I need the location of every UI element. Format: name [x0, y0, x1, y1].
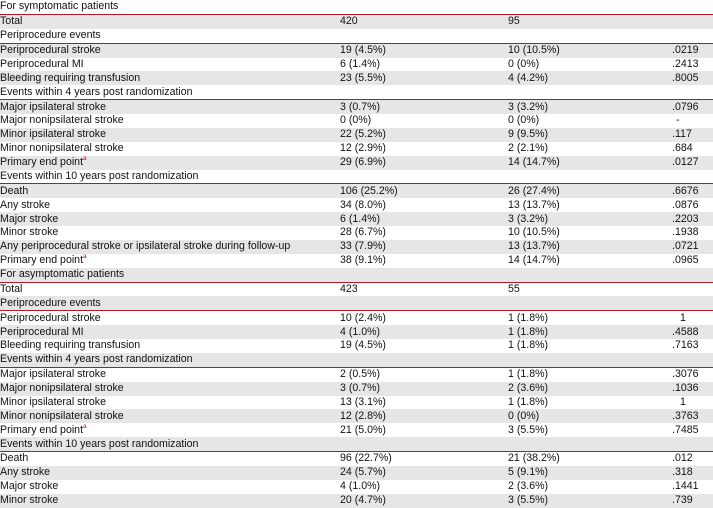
section-title: For symptomatic patients [0, 0, 713, 14]
row-label: Any periprocedural stroke or ipsilateral stroke during follow-up [0, 240, 291, 253]
row-label: Major stroke [0, 480, 59, 493]
p-value: .1036 [672, 382, 713, 396]
footnote-marker: a [83, 423, 87, 430]
row-label: Primary end point [0, 423, 84, 436]
group-1-value: 38 (9.1%) [340, 254, 386, 267]
row-label: Major stroke [0, 212, 59, 225]
p-value: .318 [672, 466, 713, 480]
table-row [0, 156, 713, 170]
row-label-cell [0, 325, 340, 339]
row-label-cell [0, 311, 340, 325]
row-label-cell [0, 254, 340, 268]
section-title: Periprocedure events [0, 29, 713, 43]
group-1-value: 0 (0%) [340, 114, 372, 127]
row-label-cell [0, 396, 340, 410]
group-2-value: 95 [508, 14, 672, 28]
row-label-cell [0, 100, 340, 114]
table-row [0, 71, 713, 85]
group-2-value: 1 (1.8%) [508, 325, 672, 339]
table-row [0, 212, 713, 226]
table-row [0, 240, 713, 254]
section-header-row [0, 268, 713, 282]
group-1-value: 21 (5.0%) [340, 423, 386, 436]
row-label-cell [0, 367, 340, 381]
table-row [0, 226, 713, 240]
p-value: .0127 [672, 156, 713, 170]
group-2-value: 3 (5.5%) [508, 423, 549, 436]
p-value: .739 [672, 494, 713, 508]
group-1-value: 2 (0.5%) [340, 368, 381, 381]
group-2-value: 1 (1.8%) [508, 311, 549, 324]
section-header-row [0, 0, 713, 14]
group-1-value: 3 (0.7%) [340, 382, 508, 396]
group-1-value: 4 (1.0%) [340, 480, 381, 493]
footnote-marker: a [83, 253, 87, 261]
p-value: 1 [680, 395, 686, 408]
row-label: Primary end point [0, 156, 84, 169]
section-title: Events within 4 years post randomization [0, 85, 713, 99]
group-2-value: 0 (0%) [508, 57, 540, 70]
row-label: Major nonipsilateral stroke [0, 382, 124, 395]
p-value: .1938 [672, 226, 699, 239]
row-label-cell [0, 58, 340, 72]
group-2-value: 0 (0%) [508, 114, 540, 127]
group-1-value: 106 (25.2%) [340, 184, 508, 198]
group-1-value: 420 [340, 14, 508, 28]
row-label: Periprocedural MI [0, 57, 84, 70]
section-title: Events within 10 years post randomization [0, 170, 713, 184]
p-value: .0965 [672, 254, 699, 267]
p-value [672, 282, 713, 296]
section-title: Periprocedure events [0, 296, 713, 310]
row-label: Minor ipsilateral stroke [0, 395, 106, 408]
row-label: Periprocedural stroke [0, 44, 101, 57]
row-label-cell [0, 156, 340, 170]
p-value: .0876 [672, 198, 699, 211]
row-label-cell [0, 43, 340, 57]
p-value: .7485 [672, 423, 699, 436]
section-title: Events within 4 years post randomization [0, 353, 713, 367]
row-label-cell [0, 240, 340, 254]
row-label-cell [0, 452, 340, 466]
table-row [0, 14, 713, 28]
row-label-cell [0, 226, 340, 240]
group-1-value: 10 (2.4%) [340, 311, 386, 324]
row-label-cell [0, 114, 340, 128]
row-label-cell [0, 409, 340, 423]
table-row [0, 466, 713, 480]
group-2-value: 13 (13.7%) [508, 198, 560, 211]
p-value: .8005 [672, 71, 713, 85]
p-value [672, 14, 713, 28]
group-2-value: 3 (3.2%) [508, 212, 672, 226]
p-value: .0796 [672, 100, 713, 114]
table-row [0, 114, 713, 128]
table-row [0, 367, 713, 381]
row-label: Minor ipsilateral stroke [0, 128, 106, 141]
group-1-value: 33 (7.9%) [340, 240, 508, 254]
row-label: Death [0, 452, 29, 465]
table-row [0, 311, 713, 325]
row-label-cell [0, 466, 340, 480]
table-row [0, 198, 713, 212]
section-title: Events within 10 years post randomization [0, 437, 713, 451]
row-label-cell [0, 128, 340, 142]
group-1-value: 12 (2.8%) [340, 409, 508, 423]
section-header-row [0, 296, 713, 310]
row-label: Minor stroke [0, 494, 59, 507]
group-1-value: 24 (5.7%) [340, 466, 508, 480]
group-2-value: 1 (1.8%) [508, 368, 549, 381]
p-value: 1 [680, 311, 686, 324]
p-value: .3763 [672, 409, 713, 423]
group-2-value: 13 (13.7%) [508, 240, 672, 254]
row-label: Bleeding requiring transfusion [0, 339, 141, 352]
p-value: .117 [672, 128, 713, 142]
row-label: Major ipsilateral stroke [0, 368, 106, 381]
p-value: .7163 [672, 339, 699, 352]
row-label: Total [0, 282, 23, 295]
group-1-value: 29 (6.9%) [340, 156, 508, 170]
group-1-value: 13 (3.1%) [340, 395, 386, 408]
group-1-value: 19 (4.5%) [340, 339, 386, 352]
p-value: .4588 [672, 325, 713, 339]
row-label: Any stroke [0, 466, 51, 479]
section-title: For asymptomatic patients [0, 268, 713, 282]
group-1-value: 19 (4.5%) [340, 43, 508, 57]
group-2-value: 1 (1.8%) [508, 339, 549, 352]
row-label: Major ipsilateral stroke [0, 100, 106, 113]
table-row [0, 184, 713, 198]
table-row [0, 382, 713, 396]
section-header-row [0, 29, 713, 43]
group-2-value: 21 (38.2%) [508, 452, 560, 465]
group-2-value: 10 (10.5%) [508, 226, 560, 239]
group-2-value: 2 (2.1%) [508, 142, 549, 155]
section-header-row [0, 353, 713, 367]
row-label-cell [0, 382, 340, 396]
row-label-cell [0, 198, 340, 212]
row-label: Minor nonipsilateral stroke [0, 409, 124, 422]
group-1-value: 6 (1.4%) [340, 212, 508, 226]
row-label: Any stroke [0, 198, 51, 211]
table-row [0, 480, 713, 494]
group-2-value: 14 (14.7%) [508, 254, 560, 267]
row-label: Primary end point [0, 254, 84, 267]
section-header-row [0, 437, 713, 451]
table-row [0, 339, 713, 353]
table-row [0, 100, 713, 114]
group-2-value: 1 (1.8%) [508, 395, 549, 408]
section-header-row [0, 85, 713, 99]
group-1-value: 96 (22.7%) [340, 452, 392, 465]
row-label-cell [0, 212, 340, 226]
p-value: - [676, 114, 680, 127]
table-row [0, 58, 713, 72]
group-1-value: 3 (0.7%) [340, 100, 508, 114]
group-2-value: 9 (9.5%) [508, 128, 672, 142]
table-row [0, 409, 713, 423]
row-label-cell [0, 480, 340, 494]
table-row [0, 254, 713, 268]
table-row [0, 452, 713, 466]
table-row [0, 282, 713, 296]
row-label-cell [0, 14, 340, 28]
group-2-value: 55 [508, 282, 520, 295]
p-value: .3076 [672, 368, 699, 381]
table-row [0, 128, 713, 142]
group-1-value: 20 (4.7%) [340, 494, 508, 508]
p-value: .2203 [672, 212, 713, 226]
group-1-value: 12 (2.9%) [340, 142, 386, 155]
group-2-value: 5 (9.1%) [508, 466, 672, 480]
group-1-value: 423 [340, 282, 358, 295]
row-label: Death [0, 184, 29, 197]
p-value: .0721 [672, 240, 713, 254]
p-value: .0219 [672, 43, 713, 57]
table-row [0, 396, 713, 410]
row-label: Major nonipsilateral stroke [0, 114, 124, 127]
group-2-value: 4 (4.2%) [508, 71, 672, 85]
table-row [0, 325, 713, 339]
row-label-cell [0, 184, 340, 198]
group-1-value: 28 (6.7%) [340, 226, 386, 239]
p-value: .6676 [672, 184, 713, 198]
row-label: Minor nonipsilateral stroke [0, 142, 124, 155]
row-label: Periprocedural stroke [0, 311, 101, 324]
table-row [0, 142, 713, 156]
p-value: .2413 [672, 57, 699, 70]
table-row [0, 423, 713, 437]
group-1-value: 22 (5.2%) [340, 128, 508, 142]
row-label-cell [0, 142, 340, 156]
group-2-value: 10 (10.5%) [508, 43, 672, 57]
group-2-value: 2 (3.6%) [508, 480, 549, 493]
row-label-cell [0, 339, 340, 353]
group-1-value: 34 (8.0%) [340, 198, 386, 211]
row-label-cell [0, 494, 340, 508]
group-1-value: 4 (1.0%) [340, 325, 508, 339]
group-2-value: 3 (3.2%) [508, 100, 672, 114]
row-label: Periprocedural MI [0, 325, 84, 338]
group-2-value: 26 (27.4%) [508, 184, 672, 198]
p-value: .684 [672, 142, 693, 155]
row-label: Total [0, 15, 23, 28]
p-value: .012 [672, 452, 693, 465]
row-label-cell [0, 71, 340, 85]
table-row [0, 494, 713, 508]
row-label-cell [0, 282, 340, 296]
group-2-value: 0 (0%) [508, 409, 672, 423]
group-2-value: 2 (3.6%) [508, 382, 672, 396]
row-label-cell [0, 423, 340, 437]
row-label: Bleeding requiring transfusion [0, 71, 141, 84]
group-1-value: 23 (5.5%) [340, 71, 508, 85]
group-2-value: 3 (5.5%) [508, 494, 672, 508]
footnote-marker: a [83, 155, 87, 163]
group-1-value: 6 (1.4%) [340, 57, 381, 70]
section-header-row [0, 170, 713, 184]
row-label: Minor stroke [0, 226, 59, 239]
table-row [0, 43, 713, 57]
group-2-value: 14 (14.7%) [508, 156, 672, 170]
p-value: .1441 [672, 480, 699, 493]
